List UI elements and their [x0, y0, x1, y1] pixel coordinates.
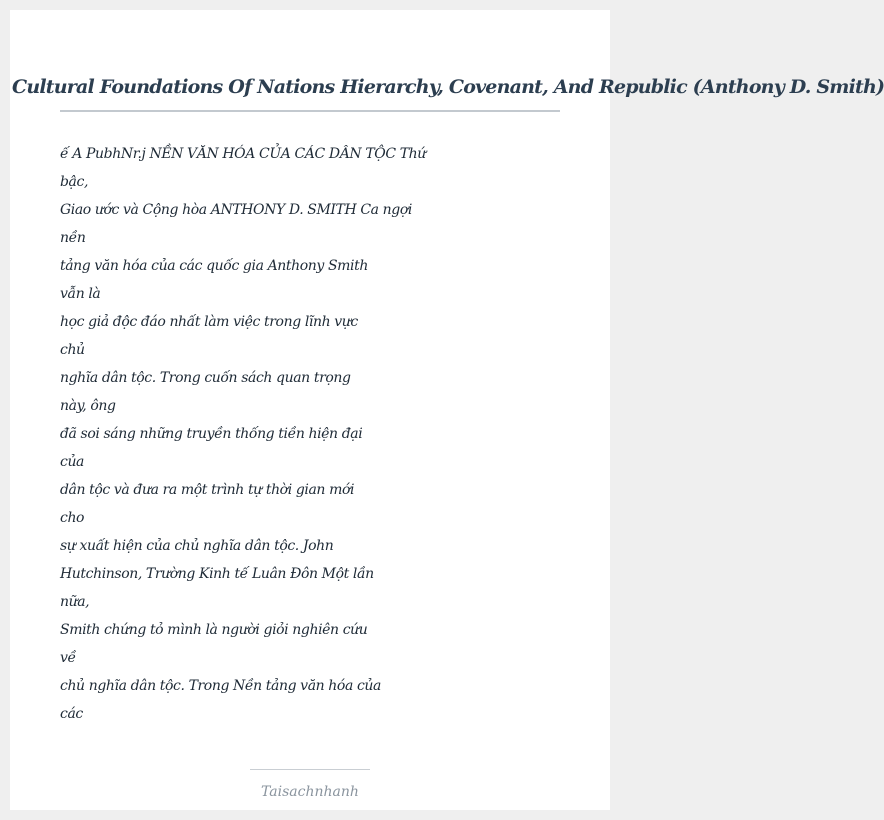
footer-divider [250, 769, 370, 770]
body-line: cho [60, 510, 85, 526]
body-line: nghĩa dân tộc. Trong cuốn sách quan trọng [60, 370, 351, 386]
body-line: vẫn là [60, 286, 101, 302]
document-title: Cultural Foundations Of Nations Hierarchy, Covenant, And Republic (Anthony D. Smith) [12, 76, 884, 98]
body-line: các [60, 706, 83, 722]
body-line: Hutchinson, Trường Kinh tế Luân Đôn Một lần [60, 566, 374, 582]
document-page [10, 10, 884, 810]
body-line: học giả độc đáo nhất làm việc trong lĩnh vực [60, 314, 358, 330]
body-line: dân tộc và đưa ra một trình tự thời gian mới [60, 482, 355, 498]
body-line: bậc, [60, 174, 88, 190]
body-line: Giao ước và Cộng hòa ANTHONY D. SMITH Ca ngợi [60, 202, 412, 218]
body-line: nữa, [60, 594, 90, 610]
body-line: về [60, 650, 76, 666]
body-line: đã soi sáng những truyền thống tiền hiện đại [60, 426, 363, 442]
body-line: chủ nghĩa dân tộc. Trong Nền tảng văn hóa của [60, 678, 381, 694]
footer-site-name: Taisachnhanh [261, 784, 359, 800]
body-line: sự xuất hiện của chủ nghĩa dân tộc. John [60, 538, 334, 554]
body-line: này, ông [60, 398, 116, 414]
body-line: nền [60, 230, 86, 246]
body-line: Smith chứng tỏ mình là người giỏi nghiên cứu [60, 622, 368, 638]
body-line: chủ [60, 342, 85, 358]
body-line: của [60, 454, 85, 470]
document-body [60, 140, 540, 728]
body-line: ế A PubhNr.j NỀN VĂN HÓA CỦA CÁC DÂN TỘC Thứ [60, 146, 426, 162]
body-line: tảng văn hóa của các quốc gia Anthony Smith [60, 258, 368, 274]
title-divider [60, 110, 560, 112]
